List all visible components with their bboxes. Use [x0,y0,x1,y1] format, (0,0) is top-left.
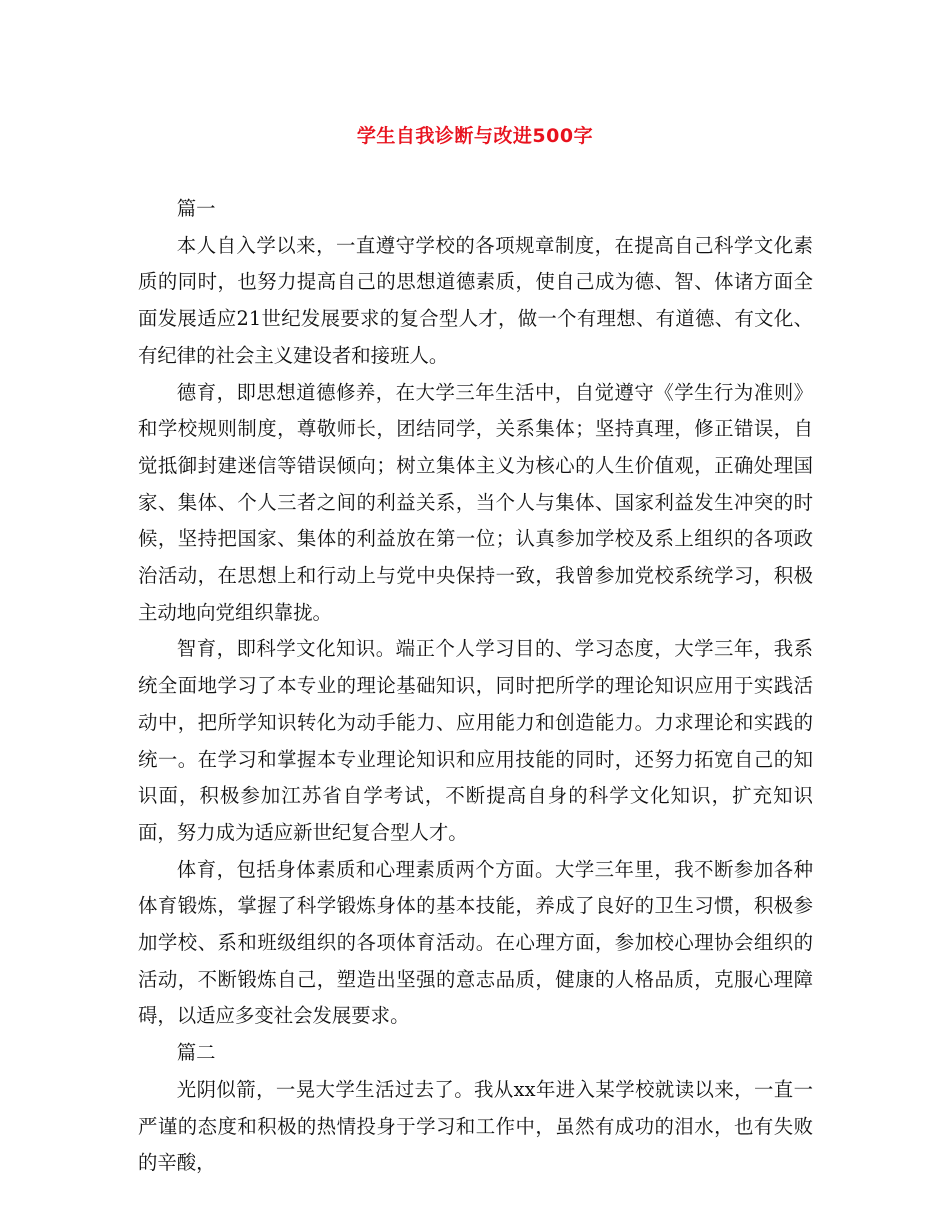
paragraph: 本人自入学以来，一直遵守学校的各项规章制度，在提高自己科学文化素质的同时，也努力提高自己的思想道德素质，使自己成为德、智、体诸方面全面发展适应21世纪发展要求的复合型人才，做一个有理想、有道德、有文化、有纪律的社会主义建设者和接班人。 [138,233,813,367]
paragraph: 光阴似箭，一晃大学生活过去了。我从xx年进入某学校就读以来，一直一严谨的态度和积极的热情投身于学习和工作中，虽然有成功的泪水，也有失败的辛酸， [138,1077,813,1175]
section-heading: 篇一 [176,197,216,220]
section-heading: 篇二 [176,1041,216,1065]
paragraph: 德育，即思想道德修养，在大学三年生活中，自觉遵守《学生行为准则》和学校规则制度，尊敬师长，团结同学，关系集体；坚持真理，修正错误，自觉抵御封建迷信等错误倾向；树立集体主义为核心的人生价值观，正确处理国家、集体、个人三者之间的利益关系，当个人与集体、国家利益发生冲突的时候，坚持把国家、集体的利益放在第一位；认真参加学校及系上组织的各项政治活动，在思想上和行动上与党中央保持一致，我曾参加党校系统学习，积极主动地向党组织靠拢。 [138,380,813,624]
document-body [138,191,813,1182]
paragraph: 体育，包括身体素质和心理素质两个方面。大学三年里，我不断参加各种体育锻炼，掌握了科学锻炼身体的基本技能，养成了良好的卫生习惯，积极参加学校、系和班级组织的各项体育活动。在心理方面，参加校心理协会组织的活动，不断锻炼自己，塑造出坚强的意志品质，健康的人格品质，克服心理障碍，以适应多变社会发展要求。 [138,857,813,1028]
paragraph: 智育，即科学文化知识。端正个人学习目的、学习态度，大学三年，我系统全面地学习了本专业的理论基础知识，同时把所学的理论知识应用于实践活动中，把所学知识转化为动手能力、应用能力和创造能力。力求理论和实践的统一。在学习和掌握本专业理论知识和应用技能的同时，还努力拓宽自己的知识面，积极参加江苏省自学考试，不断提高自身的科学文化知识，扩充知识面，努力成为适应新世纪复合型人才。 [138,637,813,844]
document-title: 学生自我诊断与改进500字 [356,125,594,147]
